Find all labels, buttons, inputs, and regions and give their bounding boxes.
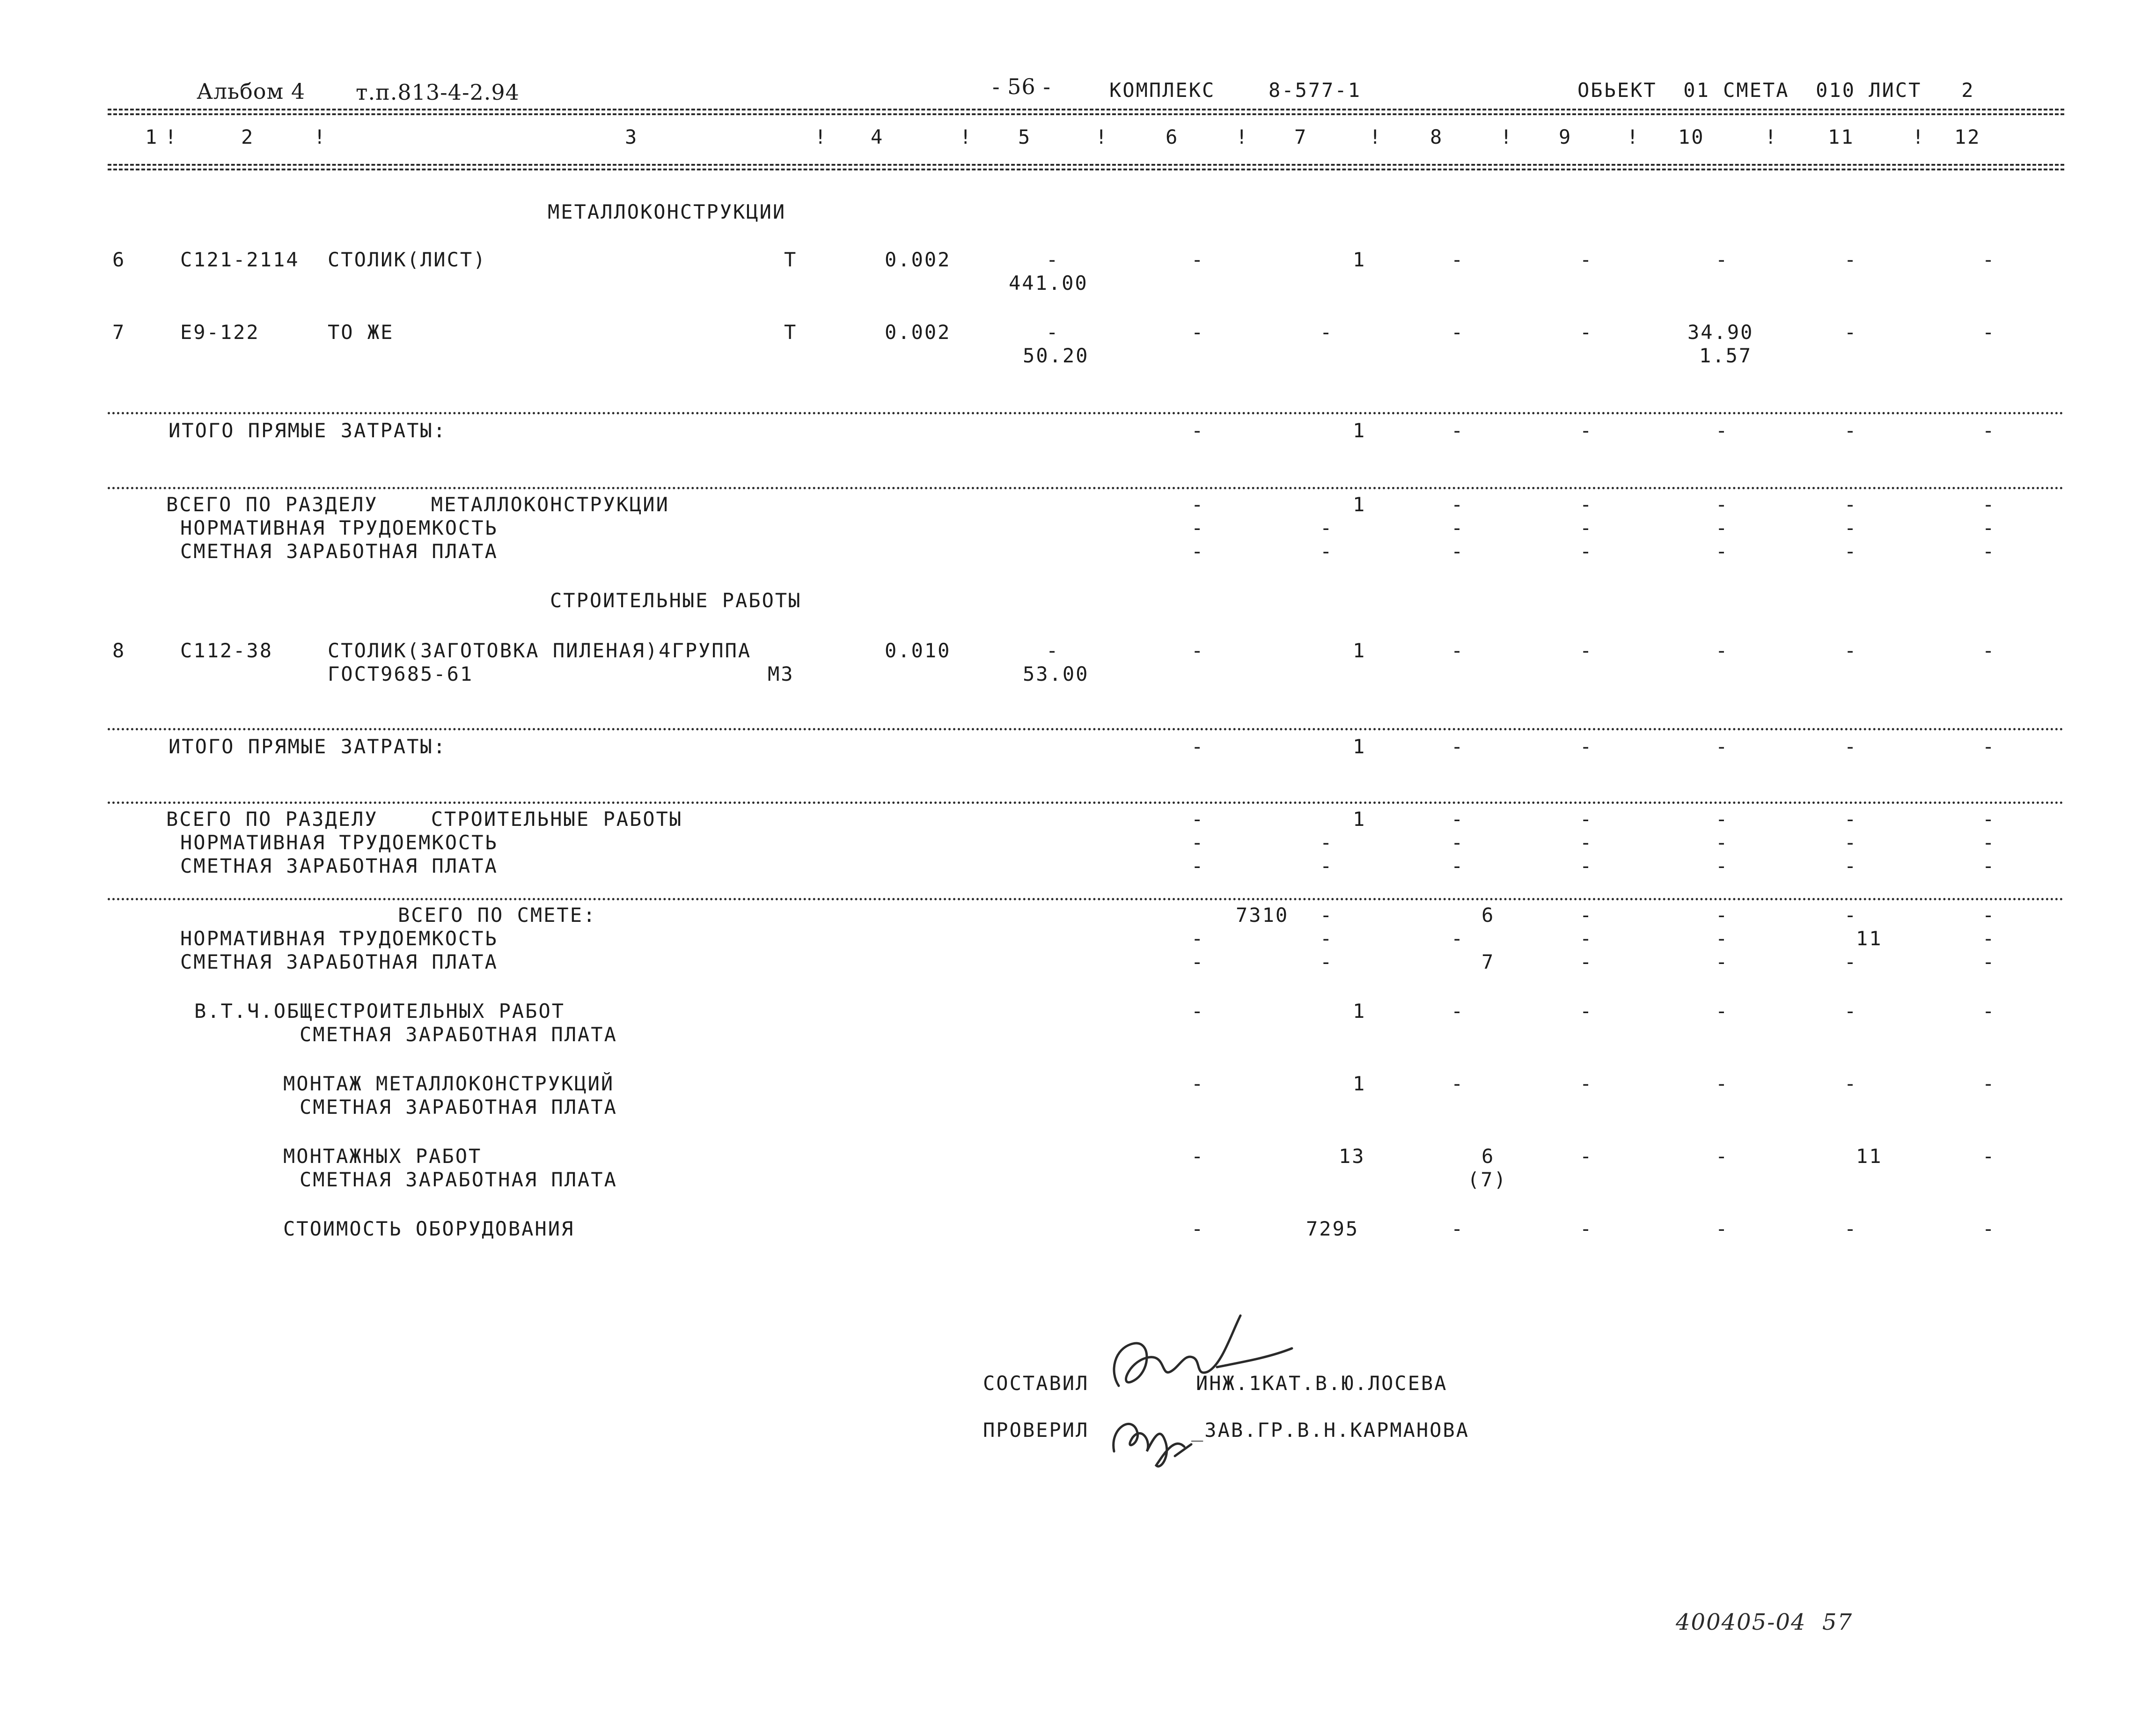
cell-c7: 7295 [1306, 1217, 1359, 1240]
cell-c10: - [1716, 639, 1729, 662]
object-sheet-info: ОБЬЕКТ 01 СМЕТА 010 ЛИСТ 2 [1577, 79, 1975, 102]
cell-c7: 1 [1353, 419, 1366, 442]
checked-by: _ЗАВ.ГР.В.Н.КАРМАНОВА [1191, 1419, 1470, 1442]
cell-c11: 11 [1856, 1145, 1883, 1168]
cell-c7: - [1320, 516, 1334, 539]
cell-c6: - [1191, 854, 1205, 877]
column-separator: ! [1236, 125, 1249, 148]
cell-c10: - [1716, 540, 1729, 563]
cell-c9: - [1580, 1000, 1593, 1023]
cell-c10: - [1716, 927, 1729, 950]
dotted-rule [108, 802, 2064, 804]
breakdown-label: МОНТАЖ МЕТАЛЛОКОНСТРУКЦИЙ [283, 1072, 615, 1095]
cell-c8: - [1451, 516, 1465, 539]
cell-c10: - [1716, 1217, 1729, 1240]
cell-c7: - [1320, 854, 1334, 877]
cell-c8: - [1451, 639, 1465, 662]
column-number: 5 [1018, 125, 1032, 148]
cell-c6: - [1191, 927, 1205, 950]
cell-c5: - [1046, 248, 1060, 271]
compiled-label: СОСТАВИЛ [983, 1372, 1089, 1395]
complex-code: 8-577-1 [1269, 79, 1362, 102]
cell-c10: - [1716, 248, 1729, 271]
section-title: СТРОИТЕЛЬНЫЕ РАБОТЫ [550, 589, 802, 612]
cell-c9: - [1580, 735, 1593, 758]
cell-c12: - [1982, 540, 1996, 563]
cell-c11: - [1844, 950, 1858, 973]
row-number: 8 [112, 639, 126, 662]
dotted-rule [108, 412, 2064, 414]
cell-c10: - [1716, 950, 1729, 973]
cell-c8: 6 [1481, 904, 1495, 927]
row-number: 7 [112, 321, 126, 344]
header-rule [108, 164, 2064, 166]
section-title: МЕТАЛЛОКОНСТРУКЦИИ [548, 200, 786, 223]
cell-c9: - [1580, 1217, 1593, 1240]
cell-c9: - [1580, 639, 1593, 662]
complex-label: КОМПЛЕКС [1109, 79, 1216, 102]
cell-c11: 11 [1856, 927, 1883, 950]
estimate-total-label: ВСЕГО ПО СМЕТЕ: [398, 904, 597, 927]
cell-c11: - [1844, 639, 1858, 662]
cell-c12: - [1982, 1072, 1996, 1095]
cell-c9: - [1580, 540, 1593, 563]
subtotal-label: ИТОГО ПРЯМЫЕ ЗАТРАТЫ: [169, 419, 447, 442]
cell-c6: - [1191, 1072, 1205, 1095]
item-standard: ГОСТ9685-61 [328, 662, 474, 685]
cell-c11: - [1844, 831, 1858, 854]
column-number: 6 [1166, 125, 1179, 148]
cell-c8: - [1451, 1072, 1465, 1095]
cell-c10: - [1716, 735, 1729, 758]
cell-c12: - [1982, 639, 1996, 662]
cell-c12: - [1982, 854, 1996, 877]
cell-c7: 1 [1353, 639, 1366, 662]
subtotal-label: ИТОГО ПРЯМЫЕ ЗАТРАТЫ: [169, 735, 447, 758]
cell-c7: 1 [1353, 808, 1366, 831]
cell-c6: 7310 [1236, 904, 1289, 927]
cell-c6: - [1191, 248, 1205, 271]
cell-c9: - [1580, 493, 1593, 516]
cell-c10: - [1716, 493, 1729, 516]
section-total-label: ВСЕГО ПО РАЗДЕЛУ СТРОИТЕЛЬНЫЕ РАБОТЫ [166, 808, 683, 831]
cell-c11: - [1844, 1072, 1858, 1095]
cell-c8: - [1451, 927, 1465, 950]
unit-price: 50.20 [1023, 344, 1089, 367]
cell-c11: - [1844, 493, 1858, 516]
row-number: 6 [112, 248, 126, 271]
rate-code: С121-2114 [180, 248, 300, 271]
cell-c9: - [1580, 419, 1593, 442]
item-name: СТОЛИК(ЛИСТ) [328, 248, 487, 271]
cell-c7: - [1320, 540, 1334, 563]
column-separator: ! [165, 125, 178, 148]
cell-c9: - [1580, 808, 1593, 831]
rate-code: С112-38 [180, 639, 273, 662]
unit: Т [784, 248, 798, 271]
cell-c6: - [1191, 1217, 1205, 1240]
unit-price: 441.00 [1009, 272, 1088, 294]
cell-c9: - [1580, 950, 1593, 973]
cell-c7: - [1320, 950, 1334, 973]
cell-c6: - [1191, 831, 1205, 854]
project-number: т.п.813-4-2.94 [356, 80, 520, 105]
cell-c8: - [1451, 854, 1465, 877]
column-separator: ! [1500, 125, 1514, 148]
cell-c12: - [1982, 1145, 1996, 1168]
cell-c8: 6 [1481, 1145, 1495, 1168]
column-separator: ! [1912, 125, 1926, 148]
section-total-label: ВСЕГО ПО РАЗДЕЛУ МЕТАЛЛОКОНСТРУКЦИИ [166, 493, 669, 516]
unit: М3 [768, 662, 794, 685]
cell-c8: - [1451, 831, 1465, 854]
cell-c6: - [1191, 419, 1205, 442]
cell-c7: 1 [1353, 1000, 1366, 1023]
cell-c6: - [1191, 639, 1205, 662]
column-number: 12 [1954, 125, 1981, 148]
cell-c9: - [1580, 927, 1593, 950]
cell-c8: - [1451, 321, 1465, 344]
cell-c10: - [1716, 419, 1729, 442]
cell-c7: 1 [1353, 493, 1366, 516]
cell-c6: - [1191, 493, 1205, 516]
item-name: ТО ЖЕ [328, 321, 394, 344]
cell-c9: - [1580, 1072, 1593, 1095]
cell-c7: - [1320, 904, 1334, 927]
cell-c10: - [1716, 516, 1729, 539]
wage-label: СМЕТНАЯ ЗАРАБОТНАЯ ПЛАТА [180, 540, 498, 563]
column-number: 11 [1828, 125, 1855, 148]
unit: Т [784, 321, 798, 344]
column-separator: ! [1765, 125, 1778, 148]
cell-c12: - [1982, 493, 1996, 516]
cell-c11: - [1844, 540, 1858, 563]
cell-c10: - [1716, 854, 1729, 877]
cell-c10: - [1716, 1145, 1729, 1168]
cell-c5: - [1046, 639, 1060, 662]
cell-c9: - [1580, 516, 1593, 539]
cell-c8: - [1451, 1217, 1465, 1240]
unit-price: 53.00 [1023, 662, 1089, 685]
cell-c12: - [1982, 808, 1996, 831]
equipment-label: СТОИМОСТЬ ОБОРУДОВАНИЯ [283, 1217, 575, 1240]
cell-c11: - [1844, 419, 1858, 442]
column-number: 7 [1294, 125, 1308, 148]
cell-c10: - [1716, 1072, 1729, 1095]
column-number: 1 [145, 125, 159, 148]
cell-c12: - [1982, 904, 1996, 927]
cell-c10: - [1716, 808, 1729, 831]
wage-label: СМЕТНАЯ ЗАРАБОТНАЯ ПЛАТА [180, 950, 498, 973]
cell-c12: - [1982, 516, 1996, 539]
cell-c11: - [1844, 854, 1858, 877]
cell-c8-wage: (7) [1467, 1168, 1507, 1191]
cell-c12: - [1982, 419, 1996, 442]
rate-code: Е9-122 [180, 321, 260, 344]
labor-label: НОРМАТИВНАЯ ТРУДОЕМКОСТЬ [180, 831, 498, 854]
column-separator: ! [960, 125, 973, 148]
cell-c5: - [1046, 321, 1060, 344]
column-number: 9 [1559, 125, 1572, 148]
cell-c12: - [1982, 321, 1996, 344]
cell-c11: - [1844, 1000, 1858, 1023]
quantity: 0.010 [885, 639, 951, 662]
cell-c8: - [1451, 1000, 1465, 1023]
labor-label: НОРМАТИВНАЯ ТРУДОЕМКОСТЬ [180, 927, 498, 950]
cell-c6: - [1191, 1000, 1205, 1023]
header-rule [108, 113, 2064, 115]
cell-c7: - [1320, 927, 1334, 950]
cell-c6: - [1191, 735, 1205, 758]
cell-c9: - [1580, 1145, 1593, 1168]
cell-c6: - [1191, 321, 1205, 344]
cell-c11: - [1844, 248, 1858, 271]
cell-c8: - [1451, 419, 1465, 442]
cell-c6: - [1191, 1145, 1205, 1168]
column-number: 8 [1430, 125, 1444, 148]
labor-label: НОРМАТИВНАЯ ТРУДОЕМКОСТЬ [180, 516, 498, 539]
column-separator: ! [1095, 125, 1109, 148]
cell-c12: - [1982, 1000, 1996, 1023]
signature-checked-icon [1105, 1400, 1198, 1475]
compiled-by: ИНЖ.1КАТ.В.Ю.ЛОСЕВА [1196, 1372, 1448, 1395]
cell-c10-wage: 1.57 [1699, 344, 1753, 367]
cell-c10: - [1716, 831, 1729, 854]
breakdown-label: МОНТАЖНЫХ РАБОТ [283, 1145, 482, 1168]
cell-c11: - [1844, 904, 1858, 927]
column-number: 10 [1678, 125, 1705, 148]
cell-c7: 1 [1353, 248, 1366, 271]
column-separator: ! [314, 125, 327, 148]
cell-c12: - [1982, 735, 1996, 758]
cell-c11: - [1844, 1217, 1858, 1240]
column-number: 3 [625, 125, 638, 148]
cell-c9: - [1580, 248, 1593, 271]
page-number: - 56 - [992, 74, 1051, 99]
cell-c6: - [1191, 950, 1205, 973]
cell-c7: - [1320, 321, 1334, 344]
cell-c11: - [1844, 808, 1858, 831]
cell-c7: 1 [1353, 1072, 1366, 1095]
cell-c8: 7 [1481, 950, 1495, 973]
quantity: 0.002 [885, 248, 951, 271]
cell-c12: - [1982, 248, 1996, 271]
wage-label: СМЕТНАЯ ЗАРАБОТНАЯ ПЛАТА [300, 1168, 617, 1191]
cell-c10: 34.90 [1687, 321, 1754, 344]
cell-c10: - [1716, 904, 1729, 927]
item-name: СТОЛИК(ЗАГОТОВКА ПИЛЕНАЯ)4ГРУППА [328, 639, 752, 662]
cell-c11: - [1844, 321, 1858, 344]
cell-c7: 1 [1353, 735, 1366, 758]
cell-c8: - [1451, 493, 1465, 516]
wage-label: СМЕТНАЯ ЗАРАБОТНАЯ ПЛАТА [180, 854, 498, 877]
cell-c11: - [1844, 516, 1858, 539]
column-separator: ! [814, 125, 828, 148]
dotted-rule [108, 728, 2064, 730]
header-rule [108, 169, 2064, 170]
album-label: Альбом 4 [197, 79, 306, 104]
cell-c8: - [1451, 540, 1465, 563]
wage-label: СМЕТНАЯ ЗАРАБОТНАЯ ПЛАТА [300, 1023, 617, 1046]
cell-c8: - [1451, 735, 1465, 758]
quantity: 0.002 [885, 321, 951, 344]
cell-c9: - [1580, 854, 1593, 877]
header-rule [108, 109, 2064, 110]
checked-label: ПРОВЕРИЛ [983, 1419, 1089, 1442]
cell-c6: - [1191, 540, 1205, 563]
cell-c7: - [1320, 831, 1334, 854]
cell-c6: - [1191, 808, 1205, 831]
cell-c12: - [1982, 831, 1996, 854]
archive-number: 400405-04 57 [1676, 1609, 1853, 1635]
cell-c11: - [1844, 735, 1858, 758]
cell-c9: - [1580, 904, 1593, 927]
cell-c12: - [1982, 1217, 1996, 1240]
cell-c9: - [1580, 831, 1593, 854]
cell-c12: - [1982, 950, 1996, 973]
column-number: 4 [871, 125, 884, 148]
breakdown-label: В.Т.Ч.ОБЩЕСТРОИТЕЛЬНЫХ РАБОТ [194, 1000, 565, 1023]
wage-label: СМЕТНАЯ ЗАРАБОТНАЯ ПЛАТА [300, 1096, 617, 1118]
cell-c8: - [1451, 808, 1465, 831]
cell-c8: - [1451, 248, 1465, 271]
dotted-rule [108, 898, 2064, 900]
dotted-rule [108, 487, 2064, 489]
cell-c7: 13 [1339, 1145, 1365, 1168]
cell-c12: - [1982, 927, 1996, 950]
cell-c9: - [1580, 321, 1593, 344]
column-separator: ! [1369, 125, 1383, 148]
cell-c6: - [1191, 516, 1205, 539]
cell-c10: - [1716, 1000, 1729, 1023]
column-number: 2 [241, 125, 255, 148]
column-separator: ! [1627, 125, 1640, 148]
